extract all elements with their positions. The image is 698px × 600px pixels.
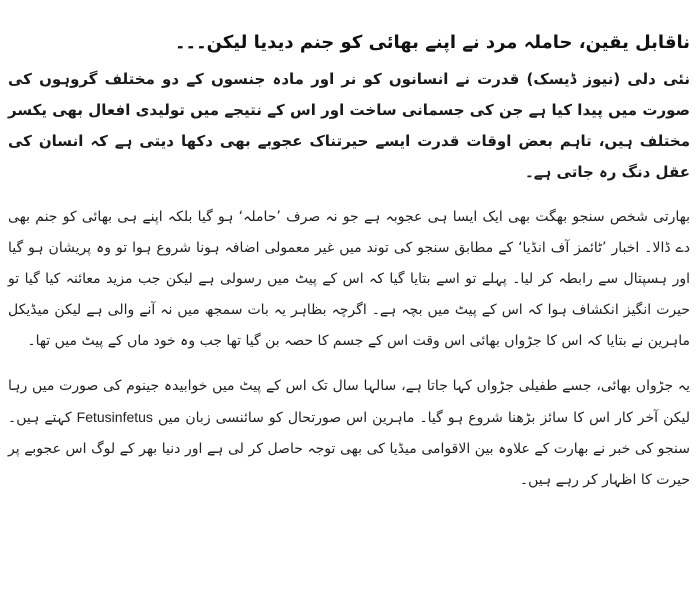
article-lead-paragraph: نئی دلی (نیوز ڈیسک) قدرت نے انسانوں کو نر اور مادہ جنسوں کے دو مختلف گروہوں کی صورت میں پیدا کیا ہے جن کی جسمانی ساخت اور اس کے نتیجے میں تولیدی افعال بھی یکسر مختلف ہیں، تاہم بعض اوقات قدرت ایسے حیرتناک عجوبے بھی دکھا دیتی ہے کہ انسان کی عقل دنگ رہ جاتی ہے۔ [8,70,690,181]
paragraph-3-text-after: کہتے ہیں۔ سنجو کی خبر نے بھارت کے علاوہ بین الاقوامی میڈیا کی بھی توجہ حاصل کر لی ہے اور دنیا بھر کے لوگ اس عجوبے پر حیرت کا اظہار کر رہے ہیں۔ [8,410,690,488]
paragraph-3-text-before: یہ جڑواں بھائی، جسے طفیلی جڑواں کہا جاتا ہے، سالہا سال تک اس کے پیٹ میں خوابیدہ جینوم کی صورت میں رہا لیکن آخر کار اس کا سائز بڑھنا شروع ہو گیا۔ ماہرین اس صورتحال کو سائنسی زبان میں [8,378,690,426]
article-paragraph-3 [8,371,690,496]
article-paragraph-2: بھارتی شخص سنجو بھگت بھی ایک ایسا ہی عجوبہ ہے جو نہ صرف ’حاملہ‘ ہو گیا بلکہ اپنے ہی بھائی کو جنم بھی دے ڈالا۔ اخبار ’ٹائمز آف انڈیا‘ کے مطابق سنجو کی توند میں غیر معمولی اضافہ ہونا شروع ہوا تو وہ پریشان ہو گیا اور ہسپتال سے رابطہ کر لیا۔ پہلے تو اسے بتایا گیا کہ اس کے پیٹ میں رسولی ہے لیکن جب مزید معائنہ کیا گیا تو حیرت انگیز انکشاف ہوا کہ اس کے پیٹ میں بچہ ہے۔ اگرچہ بظاہر یہ بات سمجھ میں نہ آنے والی ہے لیکن میڈیکل ماہرین نے بتایا کہ اس کا جڑواں بھائی اس وقت اس کے جسم کا حصہ بن گیا تھا جب وہ خود ماں کے پیٹ میں تھا۔ [8,209,690,349]
news-article [8,28,690,510]
article-headline: ناقابل یقین، حاملہ مرد نے اپنے بھائی کو جنم دیدیا لیکن۔۔۔ [174,32,690,53]
scientific-term: Fetusinfetus [76,409,153,425]
